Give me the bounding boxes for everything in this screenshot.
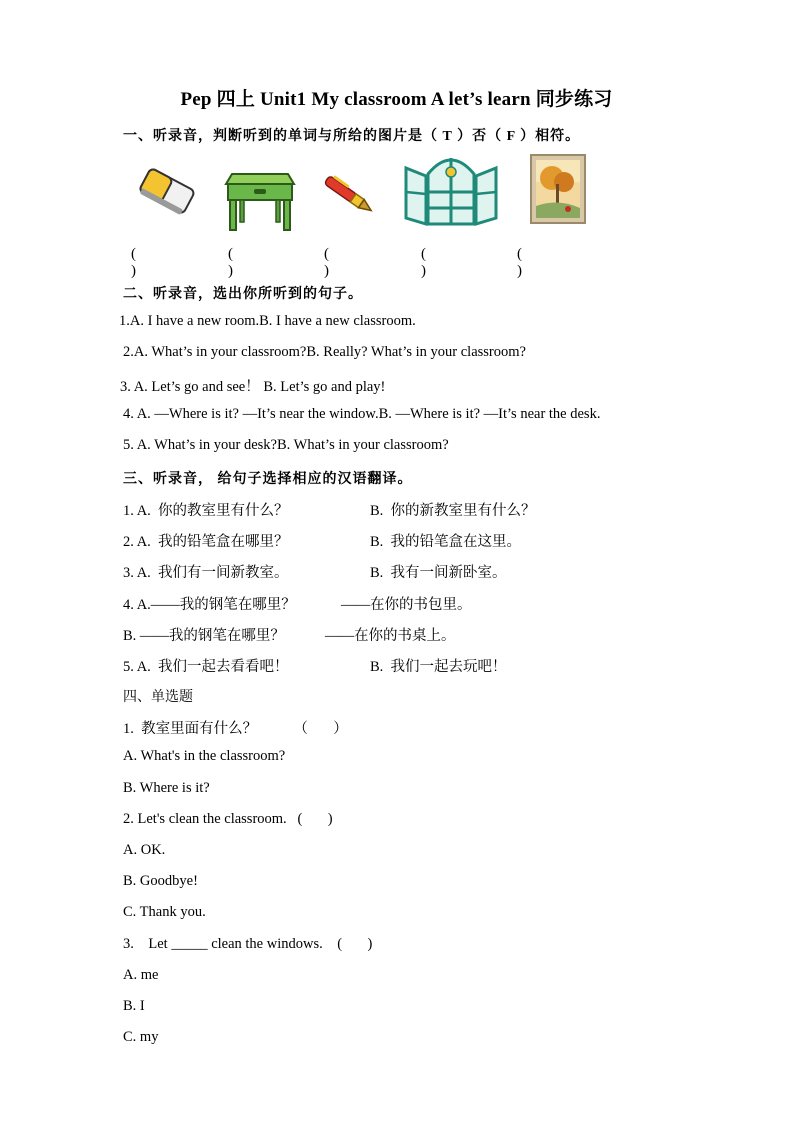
answer-blank[interactable]: ( ): [228, 246, 233, 279]
desk-icon: [224, 164, 296, 232]
section3-heading: 三、听录音， 给句子选择相应的汉语翻译。: [123, 472, 413, 487]
answer-blank[interactable]: ( ): [517, 246, 522, 279]
option-line: A. What's in the classroom?: [123, 748, 286, 764]
window-icon: [402, 150, 500, 228]
list-item: 5. A. What’s in your desk?B. What’s in your classroom?: [123, 437, 449, 453]
list-item-b: B. 我们一起去玩吧！: [370, 659, 507, 675]
list-item-b: B. 你的新教室里有什么？: [370, 503, 536, 519]
option-line: C. Thank you.: [123, 904, 206, 920]
section2-heading: 二、听录音，选出你所听到的句子。: [123, 287, 363, 302]
list-item-b: ——在你的书包里。: [341, 597, 472, 613]
list-item-a: 2. A. 我的铅笔盒在哪里？: [123, 534, 289, 550]
option-line: B. Where is it?: [123, 780, 210, 796]
list-item: 4. A. —Where is it? —It’s near the window.B. —Where is it? —It’s near the desk.: [123, 406, 601, 422]
option-line: C. my: [123, 1029, 159, 1045]
list-item-a: 4. A.——我的钢笔在哪里？: [123, 597, 296, 613]
list-item-b: B. 我有一间新卧室。: [370, 565, 507, 581]
list-item-a: 3. A. 我们有一间新教室。: [123, 565, 289, 581]
question-line: 1. 教室里面有什么？ （ ）: [123, 721, 348, 737]
list-item-a: B. ——我的钢笔在哪里？: [123, 628, 285, 644]
eraser-icon: [136, 160, 198, 222]
answer-blank[interactable]: ( ): [131, 246, 136, 279]
option-line: B. I: [123, 998, 145, 1014]
list-item: 3. A. Let’s go and see！ B. Let’s go and play!: [120, 379, 386, 395]
list-item-b: B. 我的铅笔盒在这里。: [370, 534, 522, 550]
list-item-a: 5. A. 我们一起去看看吧！: [123, 659, 289, 675]
list-item-a: 1. A. 你的教室里有什么？: [123, 503, 289, 519]
answer-blank[interactable]: ( ): [324, 246, 329, 279]
page-title: Pep 四上 Unit1 My classroom A let’s learn 同步练习: [180, 89, 613, 110]
section1-heading: 一、听录音，判断听到的单词与所给的图片是（ T ）否（ F ）相符。: [123, 129, 581, 144]
pen-icon: [320, 170, 378, 220]
picture-row: [0, 150, 793, 235]
question-line: 3. Let _____ clean the windows. ( ): [123, 936, 373, 952]
list-item: 2.A. What’s in your classroom?B. Really? What’s in your classroom?: [123, 344, 526, 360]
list-item: 1.A. I have a new room.B. I have a new classroom.: [119, 313, 416, 329]
list-item-b: ——在你的书桌上。: [325, 628, 456, 644]
option-line: B. Goodbye!: [123, 873, 198, 889]
section4-heading: 四、单选题: [123, 690, 193, 705]
question-line: 2. Let's clean the classroom. ( ): [123, 811, 333, 827]
option-line: A. me: [123, 967, 159, 983]
option-line: A. OK.: [123, 842, 166, 858]
answer-blank[interactable]: ( ): [421, 246, 426, 279]
picture-icon: [530, 154, 586, 224]
